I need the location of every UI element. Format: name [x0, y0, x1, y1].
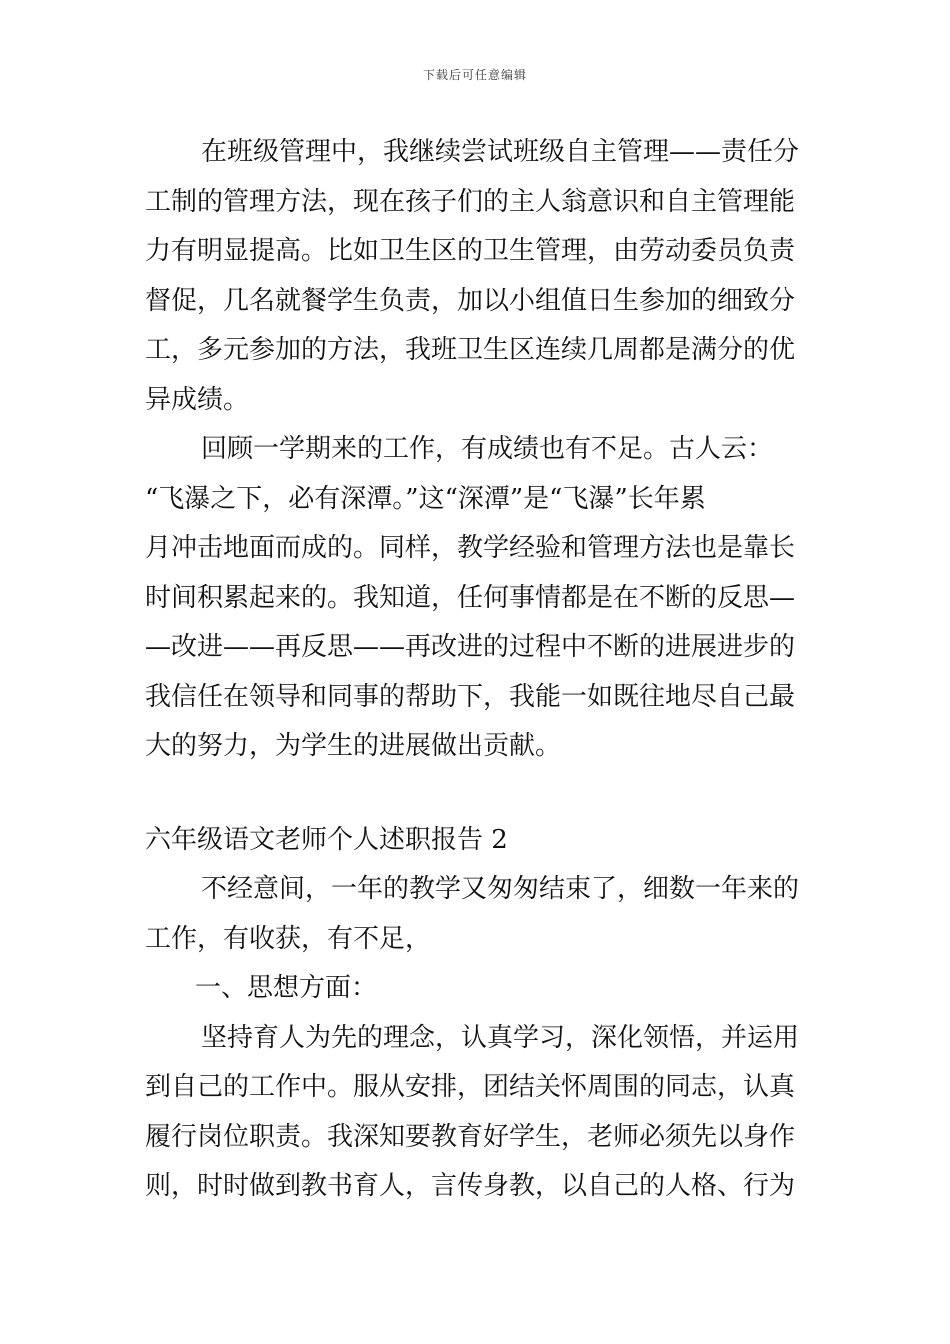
- paragraph-line: 我信任在领导和同事的帮助下，我能一如既往地尽自己最: [145, 681, 796, 712]
- paragraph-line: 回顾一学期来的工作，有成绩也有不足。古人云：: [201, 434, 774, 464]
- download-note: 下载后可任意编辑: [422, 68, 527, 82]
- paragraph-line: 大的努力，为学生的进展做出贡献。: [145, 731, 562, 761]
- paragraph-line: 力有明显提高。比如卫生区的卫生管理，由劳动委员负责: [145, 236, 796, 266]
- paragraph-line: 到自己的工作中。服从安排，团结关怀周围的同志，认真: [145, 1072, 796, 1102]
- paragraph-line: “飞瀑之下，必有深潭。”这“深潭”是“飞瀑”长年累: [145, 483, 706, 514]
- paragraph-line: 工，多元参加的方法，我班卫生区连续几周都是满分的优: [145, 335, 796, 365]
- paragraph-line: 时间积累起来的。我知道，任何事情都是在不断的反思—: [145, 582, 796, 613]
- paragraph-line: 在班级管理中，我继续尝试班级自主管理——责任分: [201, 137, 800, 167]
- paragraph-line: 异成绩。: [145, 384, 250, 415]
- paragraph-line: 月冲击地面而成的。同样，教学经验和管理方法也是靠长: [145, 533, 796, 563]
- paragraph-line: 工作，有收获，有不足，: [145, 923, 432, 954]
- paragraph-line: 不经意间，一年的教学又匆匆结束了，细数一年来的: [201, 874, 800, 904]
- paragraph-line: 履行岗位职责。我深知要教育好学生，老师必须先以身作: [145, 1121, 796, 1152]
- subsection-heading: 一、思想方面：: [195, 973, 378, 1003]
- paragraph-line: 坚持育人为先的理念，认真学习，深化领悟，并运用: [201, 1022, 800, 1053]
- document-body: [145, 128, 807, 1212]
- section-title: 六年级语文老师个人述职报告 2: [145, 824, 508, 855]
- paragraph-line: 则，时时做到教书育人，言传身教，以自己的人格、行为: [145, 1171, 796, 1201]
- paragraph-line: 督促，几名就餐学生负责，加以小组值日生参加的细致分: [145, 285, 796, 316]
- paragraph-line: —改进——再反思——再改进的过程中不断的进展进步的: [145, 632, 796, 662]
- paragraph-line: 工制的管理方法，现在孩子们的主人翁意识和自主管理能: [145, 186, 796, 217]
